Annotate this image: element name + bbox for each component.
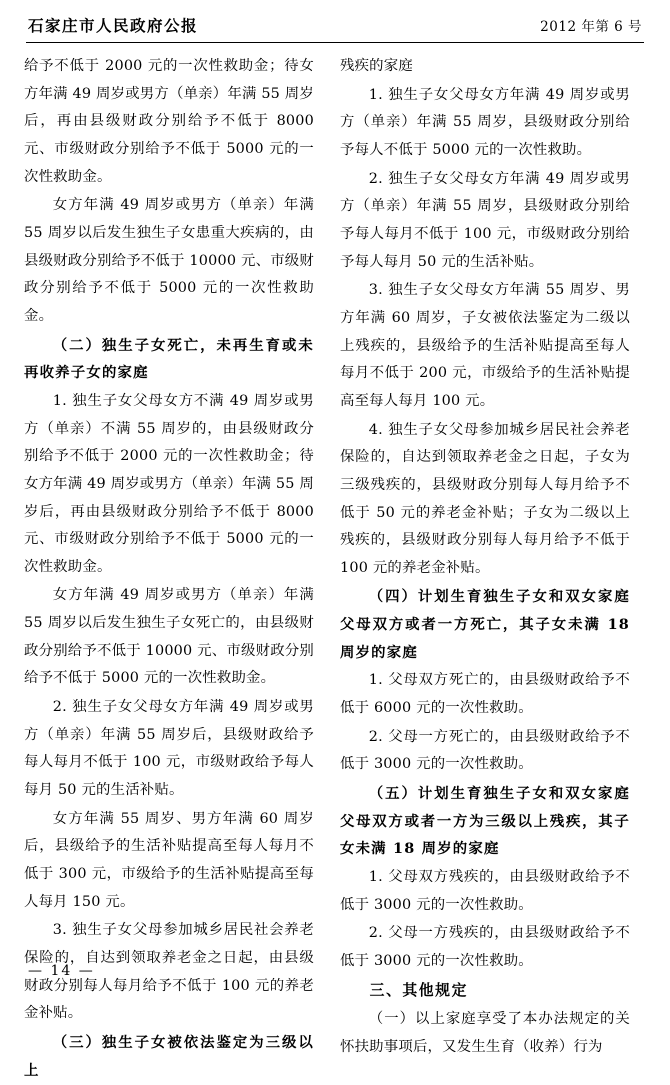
page-footer [0, 963, 670, 979]
left-column [24, 53, 314, 1085]
body-paragraph: 3. 独生子女父母女方年满 55 周岁、男方年满 60 周岁，子女被依法鉴定为二级以上残疾的，县级给予的生活补贴提高至每人每月不低于 200 元，市级给予的生活补贴提高至每人每月 100 元。 [340, 282, 630, 409]
section-heading: 三、其他规定 [369, 981, 468, 999]
body-paragraph: 女方年满 55 周岁、男方年满 60 周岁后，县级给予的生活补贴提高至每人每月不低于 300 元，市级给予的生活补贴提高至每人每月 150 元。 [24, 810, 314, 910]
body-paragraph: 残疾的家庭 [340, 58, 413, 74]
header-divider [26, 42, 644, 43]
body-paragraph: 女方年满 49 周岁或男方（单亲）年满 55 周岁以后发生独生子女患重大疾病的，由县级财政分别给予不低于 10000 元、市级财政分别给予不低于 5000 元的一次性救助金。 [24, 197, 314, 324]
section-heading: （二）独生子女死亡，未再生育或未再收养子女的家庭 [24, 336, 314, 382]
issue-number: 2012 年第 6 号 [540, 19, 642, 35]
body-paragraph: 给予不低于 2000 元的一次性救助金；待女方年满 49 周岁或男方（单亲）年满 55 周岁后，再由县级财政分别给予不低于 8000 元、市级财政分别给予不低于 5000 元的一次性救助金。 [24, 58, 314, 185]
section-heading: （五）计划生育独生子女和双女家庭父母双方或者一方为三级以上残疾，其子女未满 18 周岁的家庭 [340, 785, 630, 858]
body-paragraph: 2. 独生子女父母女方年满 49 周岁或男方（单亲）年满 55 周岁后，县级财政给予每人每月不低于 100 元，市级财政给予每人每月 50 元的生活补贴。 [24, 699, 314, 799]
section-heading: （四）计划生育独生子女和双女家庭父母双方或者一方死亡，其子女未满 18 周岁的家庭 [340, 588, 630, 661]
body-columns [24, 53, 646, 1085]
page-number: — 14 — [28, 963, 95, 979]
body-paragraph: 2. 独生子女父母女方年满 49 周岁或男方（单亲）年满 55 周岁，县级财政分别给予每人每月不低于 100 元，市级财政分别给予每人每月 50 元的生活补贴。 [340, 170, 630, 270]
body-paragraph: 2. 父母一方残疾的，由县级财政给予不低于 3000 元的一次性救助。 [340, 925, 630, 969]
body-paragraph: 1. 独生子女父母女方年满 49 周岁或男方（单亲）年满 55 周岁，县级财政分别给予每人不低于 5000 元的一次性救助。 [340, 86, 630, 158]
page-header [24, 14, 646, 42]
body-paragraph: 1. 独生子女父母女方不满 49 周岁或男方（单亲）不满 55 周岁的，由县级财政分别给予不低于 2000 元的一次性救助金；待女方年满 49 周岁或男方（单亲）年满 55 周岁后，再由县级财政分别给予不低于 8000 元、市级财政分别给予不低于 5000 元的一次性救助金。 [24, 392, 314, 575]
body-paragraph: 1. 父母双方残疾的，由县级财政给予不低于 3000 元的一次性救助。 [340, 869, 630, 913]
body-paragraph: 2. 父母一方死亡的，由县级财政给予不低于 3000 元的一次性救助。 [340, 728, 630, 773]
body-paragraph: （一）以上家庭享受了本办法规定的关怀扶助事项后，又发生生育（收养）行为 [340, 1011, 630, 1055]
publication-title: 石家庄市人民政府公报 [28, 16, 199, 35]
body-paragraph: 3. 独生子女父母参加城乡居民社会养老保险的，自达到领取养老金之日起，由县级财政分别每人每月给予不低于 100 元的养老金补贴。 [24, 922, 314, 1022]
section-heading: （三）独生子女被依法鉴定为三级以上 [24, 1033, 314, 1079]
body-paragraph: 1. 父母双方死亡的，由县级财政给予不低于 6000 元的一次性救助。 [340, 672, 630, 717]
body-paragraph: 女方年满 49 周岁或男方（单亲）年满 55 周岁以后发生独生子女死亡的，由县级财政分别给予不低于 10000 元、市级财政分别给予不低于 5000 元的一次性救助金。 [24, 587, 314, 687]
right-column [340, 53, 630, 1062]
body-paragraph: 4. 独生子女父母参加城乡居民社会养老保险的，自达到领取养老金之日起，子女为三级残疾的，县级财政分别每人每月给予不低于 50 元的养老金补贴；子女为二级以上残疾的，县级财政分别每人每月给予不低于 100 元的养老金补贴。 [340, 421, 630, 576]
